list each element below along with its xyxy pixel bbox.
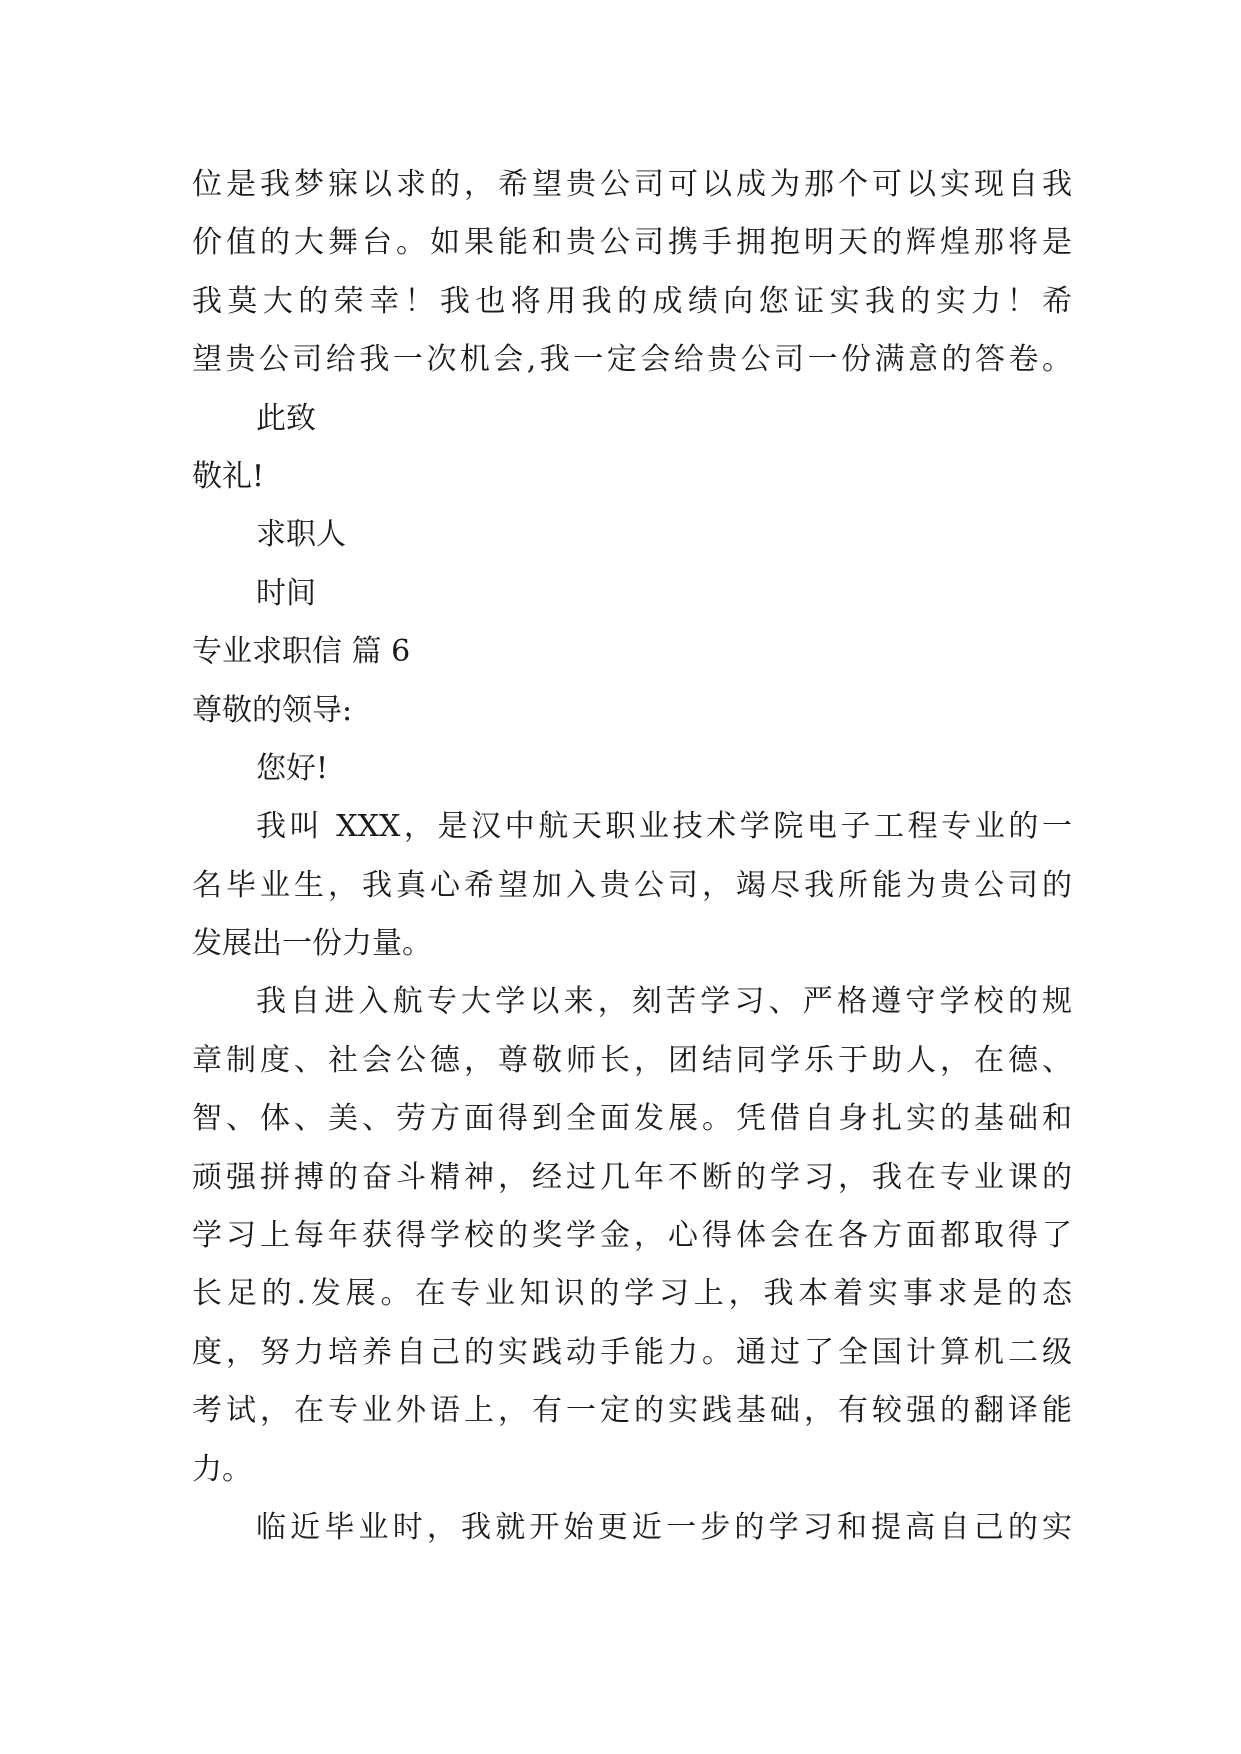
paragraph-line: 考试，在专业外语上，有一定的实践基础，有较强的翻译能 xyxy=(192,1393,1072,1429)
text-line: 望贵公司给我一次机会,我一定会给贵公司一份满意的答卷。 xyxy=(192,342,1072,378)
text-line: 位是我梦寐以求的，希望贵公司可以成为那个可以实现自我 xyxy=(192,167,1072,202)
paragraph-line: 临近毕业时，我就开始更近一步的学习和提高自己的实 xyxy=(256,1509,1072,1545)
paragraph-line: 我叫 XXX，是汉中航天职业技术学院电子工程专业的一 xyxy=(256,809,1072,845)
paragraph-line: 长足的.发展。在专业知识的学习上，我本着实事求是的态 xyxy=(192,1276,1072,1312)
text-line: 我莫大的荣幸！我也将用我的成绩向您证实我的实力！希 xyxy=(192,283,1072,319)
closing-regards: 敬礼! xyxy=(192,458,265,494)
paragraph-line: 名毕业生，我真心希望加入贵公司，竭尽我所能为贵公司的 xyxy=(192,867,1072,903)
paragraph-line: 智、体、美、劳方面得到全面发展。凭借自身扎实的基础和 xyxy=(192,1101,1072,1137)
paragraph-line: 学习上每年获得学校的奖学金，心得体会在各方面都取得了 xyxy=(192,1218,1072,1254)
text-line: 价值的大舞台。如果能和贵公司携手拥抱明天的辉煌那将是 xyxy=(192,225,1072,261)
signature-applicant: 求职人 xyxy=(256,517,346,553)
paragraph-line: 我自进入航专大学以来，刻苦学习、严格遵守学校的规 xyxy=(256,984,1072,1020)
letter-greeting: 尊敬的领导: xyxy=(192,692,353,728)
paragraph-line: 力。 xyxy=(192,1451,252,1487)
signature-date: 时间 xyxy=(256,575,316,611)
letter-hello: 您好! xyxy=(256,750,329,786)
closing-salutation: 此致 xyxy=(256,400,316,436)
paragraph-line: 度，努力培养自己的实践动手能力。通过了全国计算机二级 xyxy=(192,1334,1072,1370)
paragraph-line: 顽强拼搏的奋斗精神，经过几年不断的学习，我在专业课的 xyxy=(192,1159,1072,1195)
paragraph-line: 发展出一份力量。 xyxy=(192,926,432,962)
paragraph-line: 章制度、社会公德，尊敬师长，团结同学乐于助人，在德、 xyxy=(192,1042,1072,1078)
section-heading: 专业求职信 篇 6 xyxy=(192,634,411,670)
document-body xyxy=(192,156,1072,1557)
